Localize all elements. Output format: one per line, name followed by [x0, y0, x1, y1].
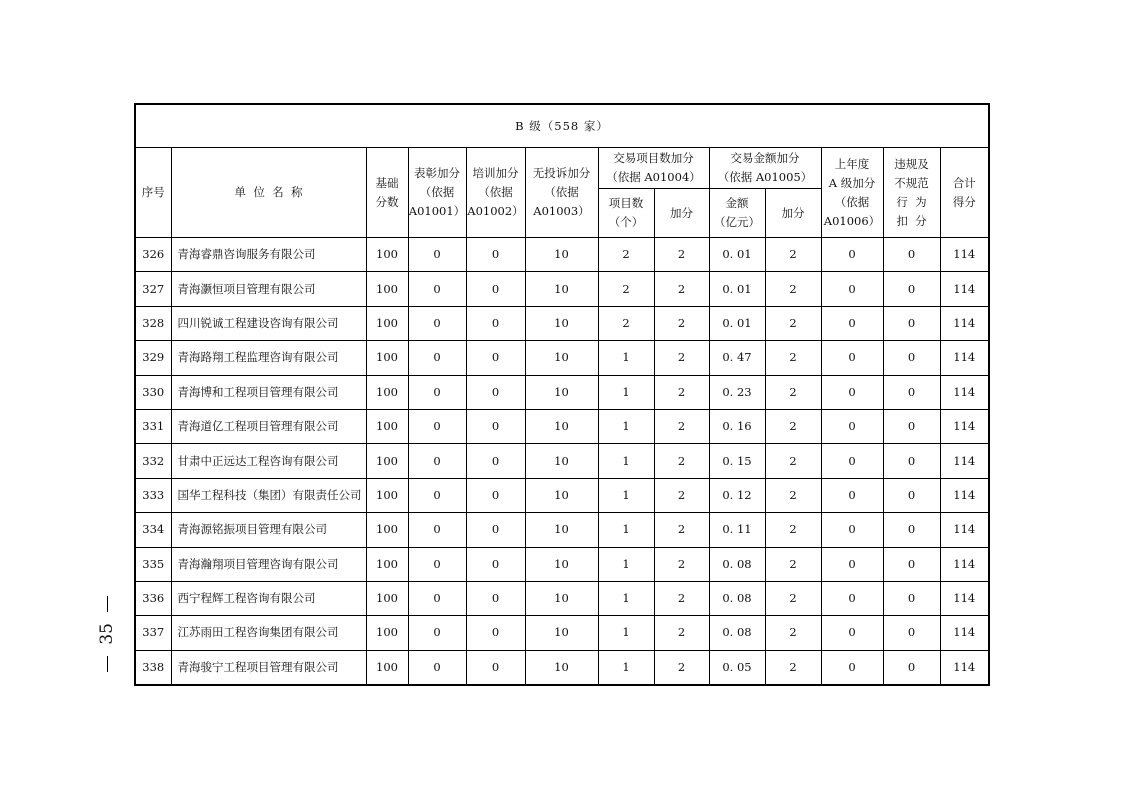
header-violation: [883, 148, 940, 238]
cell-training: 0: [466, 581, 525, 615]
header-trade-count-score: 加分: [654, 189, 709, 238]
page-number: 35: [97, 623, 117, 645]
cell-base: 100: [366, 444, 408, 478]
cell-name: 青海路翔工程监理咨询有限公司: [171, 341, 366, 375]
header-prev-year-line4: A01006）: [823, 213, 881, 228]
header-trade-amount-score: 加分: [765, 189, 821, 238]
header-name: [171, 148, 366, 238]
cell-total: 114: [940, 306, 989, 340]
cell-prev-year: 0: [821, 547, 883, 581]
header-trade-count-group-line1: 交易项目数加分: [613, 151, 694, 165]
cell-trade-count-score: 2: [654, 238, 709, 272]
header-no-complaint-line3: A01003）: [533, 204, 590, 218]
cell-base: 100: [366, 478, 408, 512]
cell-trade-count-score: 2: [654, 616, 709, 650]
cell-base: 100: [366, 650, 408, 685]
cell-trade-amount: 0. 23: [709, 375, 765, 409]
cell-base: 100: [366, 513, 408, 547]
cell-trade-amount: 0. 15: [709, 444, 765, 478]
header-prev-year: [821, 148, 883, 238]
header-trade-amount-group: [709, 148, 821, 189]
cell-no-complaint: 10: [525, 375, 598, 409]
table-row: [135, 513, 989, 547]
cell-name: 青海睿鼎咨询服务有限公司: [171, 238, 366, 272]
cell-violation: 0: [883, 650, 940, 685]
header-trade-amount-line1: 金额: [725, 196, 749, 210]
header-training: [466, 148, 525, 238]
cell-violation: 0: [883, 513, 940, 547]
cell-trade-count: 1: [598, 444, 654, 478]
cell-trade-count: 1: [598, 341, 654, 375]
cell-trade-count-score: 2: [654, 581, 709, 615]
cell-trade-count-score: 2: [654, 650, 709, 685]
cell-commend: 0: [408, 272, 466, 306]
cell-seq: 336: [135, 581, 171, 615]
cell-trade-count: 1: [598, 478, 654, 512]
page-number-marker: [94, 596, 120, 672]
cell-prev-year: 0: [821, 306, 883, 340]
header-prev-year-line1: 上年度: [834, 156, 870, 171]
cell-training: 0: [466, 478, 525, 512]
cell-trade-amount: 0. 12: [709, 478, 765, 512]
header-violation-line2: 不规范: [894, 175, 929, 190]
cell-no-complaint: 10: [525, 409, 598, 443]
header-trade-count-group-line2: （依据 A01004）: [606, 170, 701, 184]
cell-trade-amount-score: 2: [765, 375, 821, 409]
cell-trade-amount-score: 2: [765, 478, 821, 512]
cell-trade-amount: 0. 47: [709, 341, 765, 375]
cell-trade-count-score: 2: [654, 547, 709, 581]
table-row: [135, 409, 989, 443]
cell-seq: 329: [135, 341, 171, 375]
cell-seq: 327: [135, 272, 171, 306]
cell-base: 100: [366, 238, 408, 272]
cell-violation: 0: [883, 306, 940, 340]
header-violation-line3: 行 为: [896, 194, 927, 209]
cell-commend: 0: [408, 547, 466, 581]
cell-violation: 0: [883, 272, 940, 306]
cell-training: 0: [466, 650, 525, 685]
cell-trade-count-score: 2: [654, 409, 709, 443]
cell-trade-amount: 0. 16: [709, 409, 765, 443]
cell-name: 青海道亿工程项目管理有限公司: [171, 409, 366, 443]
score-table-container: [134, 103, 988, 686]
cell-no-complaint: 10: [525, 444, 598, 478]
cell-prev-year: 0: [821, 650, 883, 685]
cell-trade-count-score: 2: [654, 375, 709, 409]
cell-violation: 0: [883, 581, 940, 615]
cell-trade-count-score: 2: [654, 513, 709, 547]
cell-trade-amount-score: 2: [765, 341, 821, 375]
cell-seq: 335: [135, 547, 171, 581]
header-trade-amount-group-line2: （依据 A01005）: [717, 170, 813, 184]
header-total: [940, 148, 989, 238]
cell-commend: 0: [408, 513, 466, 547]
cell-violation: 0: [883, 375, 940, 409]
cell-violation: 0: [883, 341, 940, 375]
header-trade-amount-group-line1: 交易金额加分: [730, 151, 800, 165]
header-total-line2: 得分: [952, 194, 976, 209]
cell-trade-count: 1: [598, 616, 654, 650]
header-commend-line1: 表彰加分: [414, 166, 460, 180]
cell-total: 114: [940, 581, 989, 615]
cell-total: 114: [940, 375, 989, 409]
cell-total: 114: [940, 547, 989, 581]
cell-training: 0: [466, 513, 525, 547]
cell-name: 西宁程辉工程咨询有限公司: [171, 581, 366, 615]
cell-violation: 0: [883, 409, 940, 443]
page-number-dash-bottom: [107, 656, 108, 672]
cell-commend: 0: [408, 478, 466, 512]
cell-total: 114: [940, 478, 989, 512]
cell-violation: 0: [883, 478, 940, 512]
header-total-line1: 合计: [952, 175, 976, 190]
cell-trade-amount: 0. 11: [709, 513, 765, 547]
cell-seq: 331: [135, 409, 171, 443]
header-base-line2: 分数: [375, 194, 399, 209]
cell-base: 100: [366, 409, 408, 443]
header-trade-count-group: [598, 148, 709, 189]
cell-commend: 0: [408, 650, 466, 685]
cell-commend: 0: [408, 238, 466, 272]
header-no-complaint-line2: （依据: [544, 185, 579, 199]
cell-name: 青海源铭振项目管理有限公司: [171, 513, 366, 547]
cell-trade-count-score: 2: [654, 306, 709, 340]
cell-trade-count: 1: [598, 650, 654, 685]
cell-trade-count: 2: [598, 306, 654, 340]
cell-base: 100: [366, 547, 408, 581]
cell-trade-count: 2: [598, 238, 654, 272]
cell-seq: 326: [135, 238, 171, 272]
header-trade-amount-line2: （亿元）: [714, 215, 760, 229]
cell-no-complaint: 10: [525, 581, 598, 615]
table-row: [135, 616, 989, 650]
cell-no-complaint: 10: [525, 306, 598, 340]
cell-trade-amount-score: 2: [765, 238, 821, 272]
cell-violation: 0: [883, 616, 940, 650]
header-trade-count-line2: （个）: [608, 215, 644, 229]
cell-base: 100: [366, 306, 408, 340]
table-body: [135, 238, 989, 686]
cell-name: 江苏雨田工程咨询集团有限公司: [171, 616, 366, 650]
cell-prev-year: 0: [821, 513, 883, 547]
cell-no-complaint: 10: [525, 650, 598, 685]
cell-no-complaint: 10: [525, 547, 598, 581]
cell-no-complaint: 10: [525, 238, 598, 272]
header-violation-line4: 扣 分: [896, 213, 927, 228]
cell-total: 114: [940, 272, 989, 306]
cell-trade-amount-score: 2: [765, 581, 821, 615]
cell-trade-count: 2: [598, 272, 654, 306]
cell-no-complaint: 10: [525, 341, 598, 375]
cell-prev-year: 0: [821, 581, 883, 615]
header-name-text: 单 位 名 称: [234, 185, 303, 199]
header-training-line2: （依据: [478, 185, 513, 199]
cell-trade-amount-score: 2: [765, 616, 821, 650]
cell-trade-amount-score: 2: [765, 547, 821, 581]
page-number-dash-top: [107, 596, 108, 612]
cell-violation: 0: [883, 444, 940, 478]
cell-trade-amount-score: 2: [765, 444, 821, 478]
cell-base: 100: [366, 581, 408, 615]
cell-training: 0: [466, 306, 525, 340]
cell-prev-year: 0: [821, 409, 883, 443]
cell-violation: 0: [883, 547, 940, 581]
cell-commend: 0: [408, 616, 466, 650]
table-row: [135, 478, 989, 512]
header-trade-amount: [709, 189, 765, 238]
cell-total: 114: [940, 341, 989, 375]
cell-seq: 337: [135, 616, 171, 650]
cell-prev-year: 0: [821, 478, 883, 512]
header-no-complaint: [525, 148, 598, 238]
table-row: [135, 581, 989, 615]
cell-total: 114: [940, 444, 989, 478]
cell-trade-amount-score: 2: [765, 513, 821, 547]
cell-training: 0: [466, 444, 525, 478]
table-row: [135, 341, 989, 375]
cell-name: 国华工程科技（集团）有限责任公司: [171, 478, 366, 512]
cell-trade-amount-score: 2: [765, 409, 821, 443]
table-header: [135, 104, 989, 238]
cell-prev-year: 0: [821, 341, 883, 375]
cell-commend: 0: [408, 341, 466, 375]
cell-trade-amount: 0. 01: [709, 306, 765, 340]
header-commend-line3: A01001）: [408, 204, 466, 218]
cell-no-complaint: 10: [525, 616, 598, 650]
header-prev-year-line3: （依据: [834, 194, 870, 209]
cell-total: 114: [940, 616, 989, 650]
cell-name: 青海灏恒项目管理有限公司: [171, 272, 366, 306]
cell-training: 0: [466, 341, 525, 375]
cell-training: 0: [466, 409, 525, 443]
cell-training: 0: [466, 616, 525, 650]
cell-base: 100: [366, 616, 408, 650]
cell-seq: 334: [135, 513, 171, 547]
cell-no-complaint: 10: [525, 478, 598, 512]
header-no-complaint-line1: 无投诉加分: [532, 166, 591, 180]
cell-trade-count-score: 2: [654, 272, 709, 306]
cell-commend: 0: [408, 375, 466, 409]
header-seq: 序号: [135, 148, 171, 238]
cell-trade-amount-score: 2: [765, 650, 821, 685]
cell-trade-count-score: 2: [654, 444, 709, 478]
cell-seq: 338: [135, 650, 171, 685]
cell-name: 青海博和工程项目管理有限公司: [171, 375, 366, 409]
cell-total: 114: [940, 650, 989, 685]
cell-violation: 0: [883, 238, 940, 272]
score-table: [134, 103, 990, 686]
header-training-line1: 培训加分: [472, 166, 519, 180]
cell-prev-year: 0: [821, 375, 883, 409]
cell-base: 100: [366, 272, 408, 306]
cell-commend: 0: [408, 409, 466, 443]
table-row: [135, 306, 989, 340]
cell-trade-count: 1: [598, 513, 654, 547]
cell-trade-count: 1: [598, 375, 654, 409]
cell-prev-year: 0: [821, 616, 883, 650]
cell-total: 114: [940, 409, 989, 443]
cell-total: 114: [940, 513, 989, 547]
cell-no-complaint: 10: [525, 513, 598, 547]
header-prev-year-line2: A 级加分: [828, 175, 876, 190]
cell-base: 100: [366, 375, 408, 409]
cell-trade-amount-score: 2: [765, 306, 821, 340]
cell-seq: 333: [135, 478, 171, 512]
cell-commend: 0: [408, 306, 466, 340]
cell-trade-amount: 0. 08: [709, 547, 765, 581]
cell-seq: 332: [135, 444, 171, 478]
table-row: [135, 547, 989, 581]
cell-total: 114: [940, 238, 989, 272]
cell-trade-count-score: 2: [654, 341, 709, 375]
cell-name: 青海骏宁工程项目管理有限公司: [171, 650, 366, 685]
header-base-line1: 基础: [375, 175, 399, 190]
table-row: [135, 650, 989, 685]
cell-trade-amount: 0. 01: [709, 238, 765, 272]
table-row: [135, 375, 989, 409]
cell-name: 四川锐诚工程建设咨询有限公司: [171, 306, 366, 340]
cell-trade-amount: 0. 08: [709, 616, 765, 650]
header-trade-count: [598, 189, 654, 238]
cell-trade-amount: 0. 01: [709, 272, 765, 306]
cell-training: 0: [466, 547, 525, 581]
table-title: B 级（558 家）: [135, 104, 989, 148]
header-trade-count-line1: 项目数: [608, 196, 644, 210]
cell-base: 100: [366, 341, 408, 375]
cell-trade-count-score: 2: [654, 478, 709, 512]
cell-prev-year: 0: [821, 444, 883, 478]
header-training-line3: A01002）: [467, 204, 524, 218]
header-commend: [408, 148, 466, 238]
cell-trade-amount: 0. 05: [709, 650, 765, 685]
table-row: [135, 272, 989, 306]
cell-name: 青海瀚翔项目管理咨询有限公司: [171, 547, 366, 581]
cell-seq: 328: [135, 306, 171, 340]
cell-training: 0: [466, 272, 525, 306]
table-row: [135, 238, 989, 272]
cell-name: 甘肃中正远达工程咨询有限公司: [171, 444, 366, 478]
header-violation-line1: 违规及: [894, 156, 929, 171]
cell-commend: 0: [408, 581, 466, 615]
cell-no-complaint: 10: [525, 272, 598, 306]
cell-commend: 0: [408, 444, 466, 478]
cell-trade-amount-score: 2: [765, 272, 821, 306]
cell-trade-count: 1: [598, 409, 654, 443]
table-row: [135, 444, 989, 478]
cell-training: 0: [466, 375, 525, 409]
cell-training: 0: [466, 238, 525, 272]
cell-prev-year: 0: [821, 238, 883, 272]
cell-seq: 330: [135, 375, 171, 409]
header-commend-line2: （依据: [419, 185, 455, 199]
cell-trade-amount: 0. 08: [709, 581, 765, 615]
cell-trade-count: 1: [598, 547, 654, 581]
cell-trade-count: 1: [598, 581, 654, 615]
cell-prev-year: 0: [821, 272, 883, 306]
header-base: [366, 148, 408, 238]
